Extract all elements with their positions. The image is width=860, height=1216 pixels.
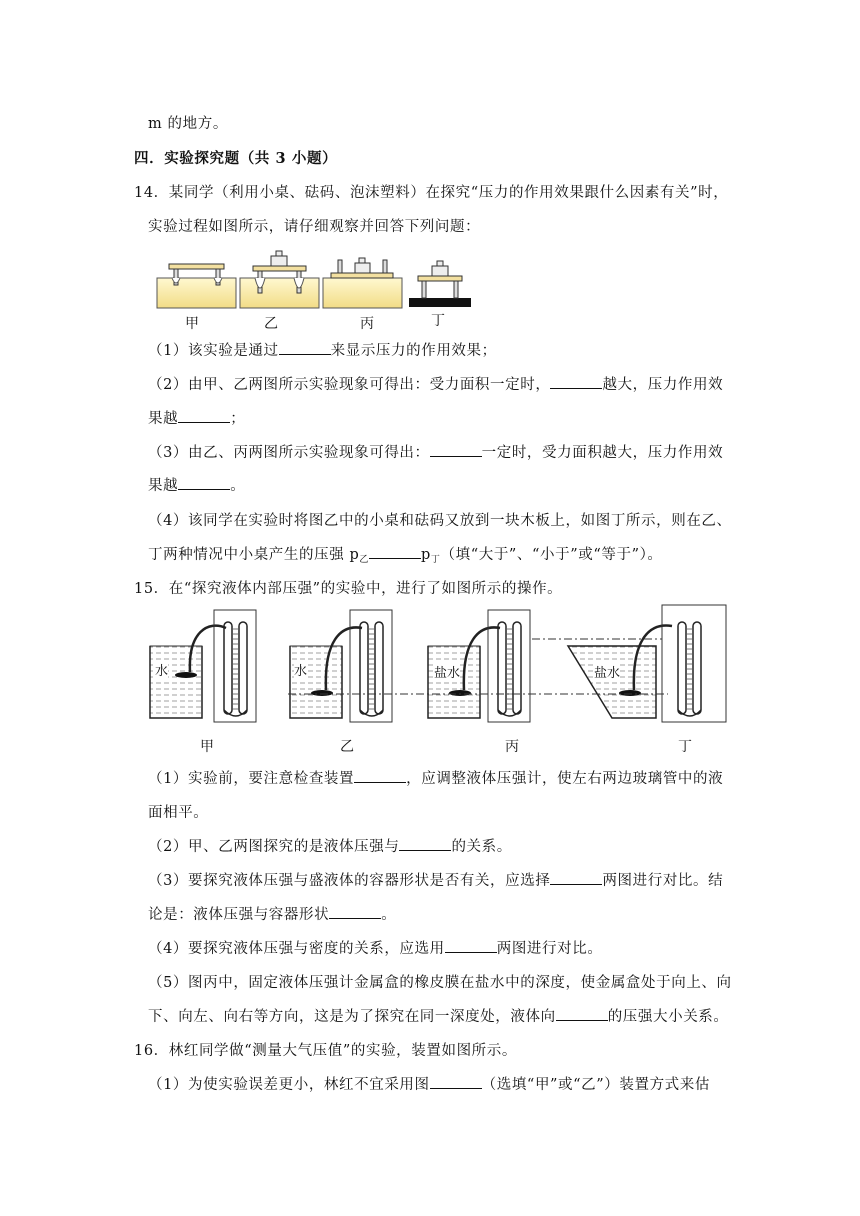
question-14-part-4: （4）该同学在实验时将图乙中的小桌和砝码又放到一块木板上，如图丁所示，则在乙、: [148, 513, 732, 529]
question-14-part-1: （1）该实验是通过 来显示压力的作用效果；: [148, 343, 497, 359]
question-16-part-1: （1）为使实验误差更小，林红不宜采用图 （选填“甲”或“乙”）装置方式来估: [148, 1077, 710, 1093]
question-14-stem: 14．某同学（利用小桌、砝码、泡沫塑料）在探究“压力的作用效果跟什么因素有关”时，: [134, 185, 729, 201]
question-15-part-4: （4）要探究液体压强与密度的关系，应选用 两图进行对比。: [148, 941, 603, 957]
question-15-part-1: （1）实验前，要注意检查装置 ，应调整液体压强计，使左右两边玻璃管中的液: [148, 771, 724, 787]
text-line: m 的地方。: [148, 116, 228, 132]
figure-15-label-bing: 丙: [505, 739, 519, 755]
liquid-label-brine-1: 盐水: [434, 662, 460, 681]
question-15-part-1-cont: 面相平。: [148, 805, 209, 821]
question-14-part-2-cont: 果越 ；: [148, 411, 246, 427]
liquid-label-water-1: 水: [155, 660, 168, 679]
figure-15-label-yi: 乙: [340, 739, 354, 755]
figure-15-label-jia: 甲: [200, 739, 214, 755]
question-14-part-4-cont: 丁两种情况中小桌产生的压强 $p_乙$ $p_丁$（填“大于”、“小于”或“等于”）。: [148, 547, 663, 565]
liquid-label-brine-2: 盐水: [594, 662, 620, 681]
figure-14-label-bing: 丙: [360, 316, 374, 332]
figure-14-pressure-experiment: [155, 246, 475, 330]
question-15-part-3: （3）要探究液体压强与盛液体的容器形状是否有关，应选择 两图进行对比。结: [148, 873, 724, 889]
figure-14-label-jia: 甲: [185, 316, 199, 332]
question-15-part-5-cont: 下、向左、向右等方向，这是为了探究在同一深度处，液体向 的压强大小关系。: [148, 1009, 729, 1025]
liquid-label-water-2: 水: [294, 660, 307, 679]
question-14-stem-cont: 实验过程如图所示，请仔细观察并回答下列问题：: [148, 219, 481, 235]
question-15-stem: 15．在“探究液体内部压强”的实验中，进行了如图所示的操作。: [134, 581, 563, 597]
question-15-part-2: （2）甲、乙两图探究的是液体压强与 的关系。: [148, 839, 512, 855]
figure-15-label-ding: 丁: [678, 739, 692, 755]
question-14-part-3: （3）由乙、丙两图所示实验现象可得出： 一定时，受力面积越大，压力作用效: [148, 445, 724, 461]
figure-14-label-yi: 乙: [264, 316, 278, 332]
question-14-part-3-cont: 果越 。: [148, 478, 246, 494]
section-title: 四．实验探究题（共 3 小题）: [134, 150, 338, 167]
figure-14-label-ding: 丁: [431, 313, 445, 329]
question-14-part-2: （2）由甲、乙两图所示实验现象可得出：受力面积一定时， 越大，压力作用效: [148, 377, 724, 393]
question-15-part-5: （5）图丙中，固定液体压强计金属盒的橡皮膜在盐水中的深度，使金属盒处于向上、向: [148, 975, 732, 991]
question-16-stem: 16．林红同学做“测量大气压值”的实验，装置如图所示。: [134, 1043, 517, 1059]
question-15-part-3-cont: 论是：液体压强与容器形状 。: [148, 907, 397, 923]
